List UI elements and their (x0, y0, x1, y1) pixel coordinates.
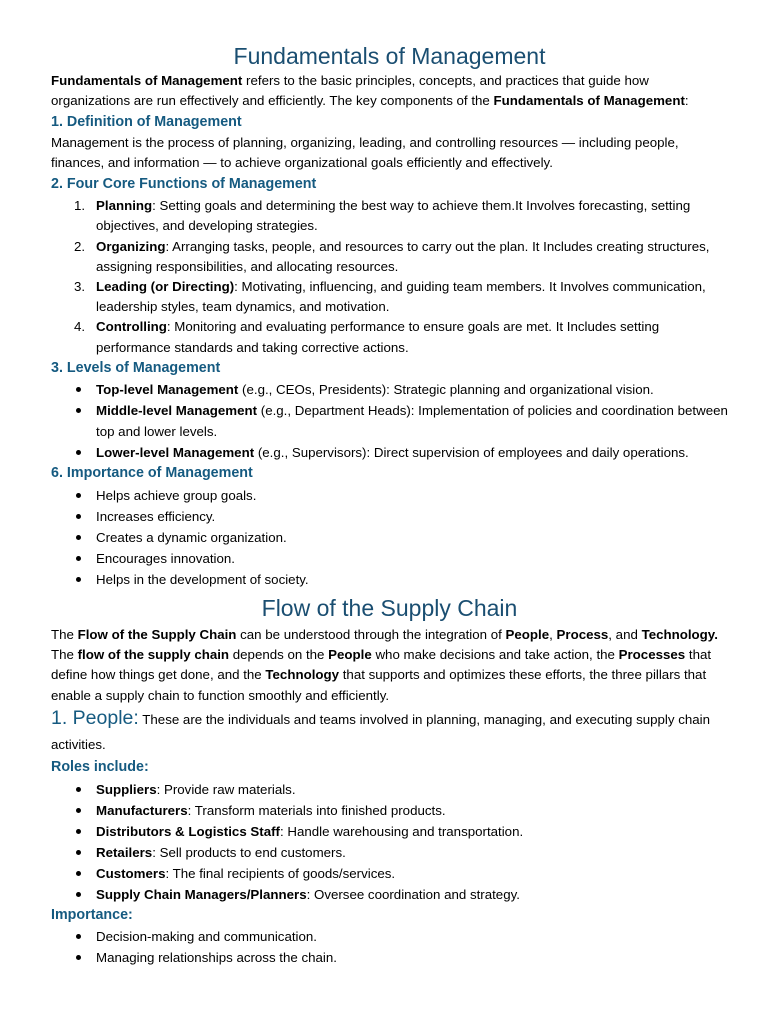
item-text: Helps in the development of society. (96, 571, 309, 587)
item-text: Encourages innovation. (96, 550, 235, 566)
item-text: : Provide raw materials. (156, 781, 296, 797)
item-text: (e.g., Supervisors): Direct supervision of employees and daily operations. (254, 445, 689, 461)
list-item (51, 237, 728, 277)
bullet-icon (76, 408, 81, 413)
item-text: : The final recipients of goods/services. (165, 865, 396, 881)
bold-term: Middle-level Management (96, 403, 258, 419)
bold-term: People (328, 647, 372, 663)
heading-levels: 3. Levels of Management (51, 359, 221, 376)
bold-term: Process (556, 626, 609, 642)
bold-term: Technology. (641, 626, 718, 642)
bullet-icon (76, 808, 81, 813)
list-item (51, 196, 728, 236)
item-text: : Transform materials into finished products. (187, 802, 446, 818)
list-item (51, 821, 728, 842)
item-text: : Oversee coordination and strategy. (306, 886, 520, 902)
management-intro-paragraph (51, 71, 728, 112)
list-item (51, 548, 728, 569)
core-functions-list (51, 196, 728, 358)
item-text: : Arranging tasks, people, and resources to carry out the plan. It Includes creating structures, assigning responsibilities, and allocating resources. (96, 238, 710, 274)
people-importance-list (51, 926, 728, 968)
text-run: that define how things get done, and the (51, 647, 712, 683)
supply-chain-intro-paragraph (51, 625, 728, 706)
bullet-icon (76, 871, 81, 876)
item-text: : Setting goals and determining the best way to achieve them.It Involves forecasting, setting objectives, and developing strategies. (96, 198, 691, 234)
bold-term: Supply Chain Managers/Planners (96, 886, 307, 902)
bullet-icon (76, 892, 81, 897)
bullet-icon (76, 577, 81, 582)
document-body (51, 41, 728, 968)
bold-term: Top-level Management (96, 382, 239, 398)
list-item (51, 379, 728, 400)
bold-term: Leading (or Directing) (96, 279, 235, 294)
text-run: The (51, 626, 78, 642)
heading-roles-include: Roles include: (51, 759, 149, 775)
bold-term: People (505, 626, 550, 642)
bullet-icon (76, 493, 81, 498)
bold-term: Manufacturers (96, 802, 188, 818)
people-description: These are the individuals and teams involved in planning, managing, and executing supply chain activities. (51, 712, 710, 752)
bold-term: flow of the supply chain (77, 647, 230, 663)
definition-paragraph: Management is the process of planning, organizing, leading, and controlling resources — including people, finances, and information — to achieve organizational goals efficiently and effectively. (51, 135, 679, 171)
item-text: Increases efficiency. (96, 508, 216, 524)
bold-term: Fundamentals of Management (493, 93, 685, 109)
bullet-icon (76, 535, 81, 540)
list-item (51, 485, 728, 506)
item-text: : Motivating, influencing, and guiding team members. It Involves communication, leadership styles, team dynamics, and motivation. (96, 279, 706, 315)
bullet-icon (76, 450, 81, 455)
bullet-icon (76, 850, 81, 855)
bullet-icon (76, 934, 81, 939)
bold-term: Distributors & Logistics Staff (96, 823, 280, 839)
item-text: Helps achieve group goals. (96, 487, 257, 503)
item-text: : Sell products to end customers. (152, 844, 346, 860)
bold-term: Organizing (96, 238, 166, 254)
list-number: 3. (74, 279, 86, 294)
text-run: , (549, 626, 557, 642)
list-item (51, 926, 728, 947)
roles-list (51, 779, 728, 905)
heading-definition: 1. Definition of Management (51, 113, 242, 130)
text-run: refers to the basic principles, concepts, and practices that guide how organizations are run effectively and efficiently. The key components of the (51, 73, 649, 109)
bold-term: Flow of the Supply Chain (77, 626, 237, 642)
list-item (51, 569, 728, 590)
bold-term: Retailers (96, 844, 153, 860)
heading-people: 1. People: (51, 707, 139, 729)
bullet-icon (76, 955, 81, 960)
heading-importance-of-management: 6. Importance of Management (51, 465, 253, 482)
list-item (51, 800, 728, 821)
bullet-icon (76, 387, 81, 392)
item-text: (e.g., Department Heads): Implementation of policies and coordination between top and lower levels. (96, 403, 728, 440)
list-item (51, 884, 728, 905)
bullet-icon (76, 556, 81, 561)
list-item (51, 863, 728, 884)
bold-term: Controlling (96, 319, 167, 335)
title-flow-of-supply-chain: Flow of the Supply Chain (261, 594, 518, 621)
list-item (51, 527, 728, 548)
importance-list (51, 485, 728, 590)
item-text: : Monitoring and evaluating performance to ensure goals are met. It Includes setting performance standards and taking corrective actions. (96, 319, 660, 355)
list-item (51, 779, 728, 800)
text-run: , and (608, 626, 642, 642)
text-run: The (51, 647, 78, 663)
bold-term: Technology (265, 667, 340, 683)
heading-core-functions: 2. Four Core Functions of Management (51, 175, 317, 192)
title-fundamentals-of-management: Fundamentals of Management (233, 43, 546, 69)
bold-term: Lower-level Management (96, 445, 255, 461)
bold-term: Fundamentals of Management (51, 73, 243, 88)
text-run: : (684, 93, 689, 109)
item-text: : Handle warehousing and transportation. (279, 823, 524, 839)
item-text: (e.g., CEOs, Presidents): Strategic planning and organizational vision. (238, 382, 654, 398)
text-run: can be understood through the integration of (236, 626, 506, 642)
list-item (51, 947, 728, 968)
bullet-icon (76, 829, 81, 834)
levels-list (51, 379, 728, 463)
list-item (51, 842, 728, 863)
list-item (51, 277, 728, 317)
bold-term: Suppliers (96, 781, 157, 797)
text-run: depends on the (229, 647, 329, 663)
bullet-icon (76, 787, 81, 792)
list-number: 1. (74, 198, 86, 214)
list-item (51, 442, 728, 463)
list-item (51, 400, 728, 442)
people-paragraph (51, 707, 728, 757)
heading-people-importance: Importance: (51, 906, 133, 923)
item-text: Managing relationships across the chain. (96, 950, 337, 965)
list-item (51, 506, 728, 527)
text-run: who make decisions and take action, the (371, 647, 619, 663)
item-text: Creates a dynamic organization. (96, 529, 287, 545)
item-text: Decision-making and communication. (96, 929, 317, 944)
list-number: 2. (74, 238, 86, 254)
text-run: that supports and optimizes these efforts, the three pillars that enable a supply chain to function smoothly and efficiently. (51, 667, 707, 703)
bold-term: Customers (96, 865, 166, 881)
list-item (51, 317, 728, 357)
bold-term: Processes (618, 647, 686, 663)
list-number: 4. (74, 319, 86, 335)
bullet-icon (76, 514, 81, 519)
bold-term: Planning (96, 198, 153, 214)
